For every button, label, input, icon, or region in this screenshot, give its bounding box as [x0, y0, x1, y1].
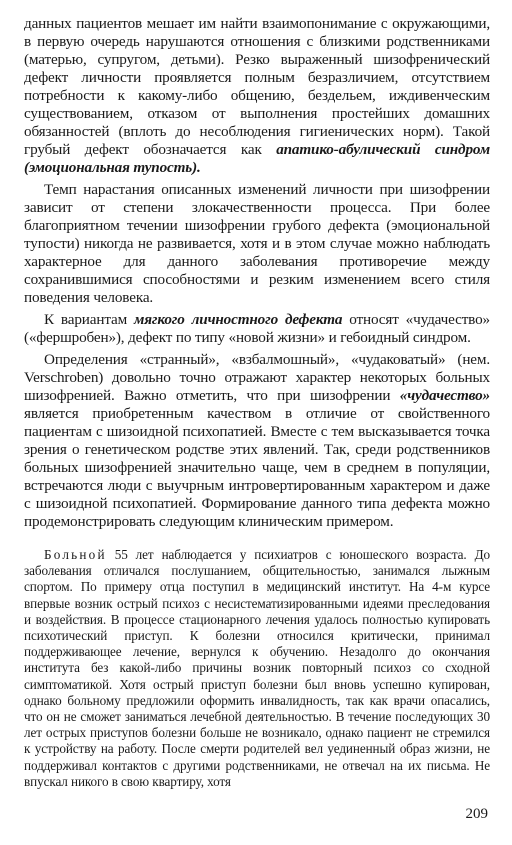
clinical-case-paragraph — [24, 547, 490, 790]
paragraph-4-text-before: Определения «странный», «взбалмошный», «чудаковатый» (нем. Verschroben) довольно точно отражают характер некоторых больных шизофренией. Важно отметить, что при шизофрении — [24, 351, 490, 404]
page-number: 209 — [465, 806, 488, 822]
clinical-case-lead: Больной — [44, 547, 107, 562]
paragraph-4-term: «чудачество» — [399, 387, 490, 404]
paragraph-3-term: мягкого личностного дефекта — [134, 311, 343, 328]
paragraph-1 — [24, 15, 490, 177]
paragraph-3-text-after: относят «чудачество» («фершробен»), дефект по типу «новой жизни» и гебоидный синдром. — [24, 311, 490, 346]
paragraph-4 — [24, 351, 490, 531]
paragraph-2 — [24, 181, 490, 307]
main-text — [24, 15, 490, 531]
paragraph-4-text-after: является приобретенным качеством в отличие от свойственного пациентам с шизоидной психопатией. Вместе с тем высказывается точка зрения о генетическом родстве этих явлений. Так, среди родственников больных шизофренией значительно чаще, чем в среднем в популяции, встречаются люди с выучрным интровертированным характером и даже с шизоидной психопатией. Формирование данного типа дефекта можно продемонстрировать следующим клиническим примером. — [24, 405, 490, 530]
clinical-case-text: 55 лет наблюдается у психиатров с юношеского возраста. До заболевания отличался послушанием, общительностью, занимался лыжным спортом. По примеру отца поступил в медицинский институт. На 4-м курсе впервые возник острый психоз с несистематизированными идеями преследования и воздействия. В процессе стационарного лечения удалось полностью купировать психотический приступ. К болезни относился критически, принимал поддерживающее лечение, вернулся к обучению. Незадолго до окончания института без какой-либо причины возник повторный психоз со сходной симптоматикой. Хотя острый приступ болезни был вновь успешно купирован, однако больному предложили оформить инвалидность, так как врачи опасались, что он не сможет заниматься лечебной деятельностью. В течение последующих 30 лет острых приступов болезни больше не возникало, однако пациент не стремился к устройству на работу. После смерти родителей вел уединенный образ жизни, не поддерживал контактов с другими родственниками, не отвечал на их письма. Не впускал никого в свою квартиру, хотя — [24, 547, 490, 789]
paragraph-3 — [24, 311, 490, 347]
paragraph-1-text: данных пациентов мешает им найти взаимопонимание с окружающими, в первую очередь нарушаются отношения с близкими родственниками (матерью, супругом, детьми). Резко выраженный шизофренический дефект личности проявляется полным безразличием, отсутствием потребности к какому-либо общению, бездельем, иждивенческим существованием, отказом от выполнения простейших домашних обязанностей (вплоть до несоблюдения гигиенических норм). Такой грубый дефект обозначается как — [24, 15, 490, 158]
paragraph-1-term: апатико-абулический синдром (эмоциональная тупость). — [24, 141, 491, 176]
paragraph-2-text: Темп нарастания описанных изменений личности при шизофрении зависит от степени злокачественности процесса. При более благоприятном течении шизофрении грубого дефекта (эмоциональной тупости) никогда не развивается, хотя и в этом случае можно наблюдать характерное для данного заболевания противоречие между сохранившимися способностями и резким изменением всего стиля поведения человека. — [24, 181, 490, 306]
paragraph-3-text-before: К вариантам — [44, 311, 134, 328]
clinical-case — [24, 547, 490, 790]
